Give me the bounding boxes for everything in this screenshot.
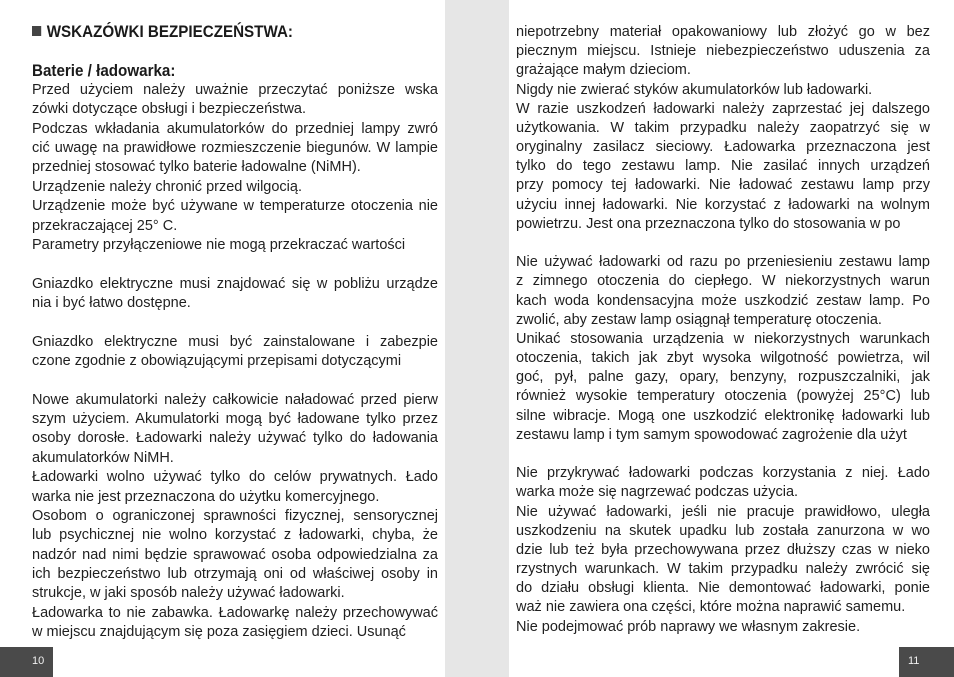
text-line xyxy=(516,445,930,464)
text-line: Nigdy nie zwierać styków akumulatorków lub ładowarki. xyxy=(516,81,873,98)
text-line: osoby dorosłe. Ładowarki należy używać tylko do ładowania xyxy=(32,430,438,447)
text-line: dzie lub też była przechowywana przez dłuższy czas w nieko xyxy=(516,541,930,558)
text-line: nadzór nad nimi będzie sprawować osoba odpowiedzialna za xyxy=(32,546,438,563)
text-line xyxy=(32,371,438,390)
text-line: przedniej stosować tylko baterie ładowalne (NiMH). xyxy=(32,159,361,176)
page-number-left: 10 xyxy=(0,647,53,677)
text-line: Unikać stosowania urządzenia w niekorzystnych warunkach xyxy=(516,330,930,347)
text-line: zwolić, aby zestaw lamp osiągnął temperaturę otoczenia. xyxy=(516,311,882,328)
text-line: przekraczającej 25° C. xyxy=(32,217,178,234)
text-line: Podczas wkładania akumulatorków do przedniej lampy zwró xyxy=(32,120,438,137)
left-page xyxy=(0,0,445,677)
text-line: warka nie jest przeznaczona do użytku komercyjnego. xyxy=(32,488,380,505)
text-line: z zimnego otoczenia do ciepłego. W niekorzystnych warun xyxy=(516,273,930,290)
text-line: akumulatorków NiMH. xyxy=(32,449,174,466)
text-line xyxy=(516,234,930,253)
text-line: Urządzenie może być używane w temperaturze otoczenia nie xyxy=(32,198,438,215)
text-line: Nie podejmować prób naprawy we własnym zakresie. xyxy=(516,618,861,635)
text-line: w miejscu znajdującym się poza zasięgiem dzieci. Usunąć xyxy=(32,624,406,641)
text-line: strukcje, w jaki sposób należy używać ładowarki. xyxy=(32,585,345,602)
text-line: uszkodzeniu na skutek upadku lub została zanurzona w wo xyxy=(516,522,930,539)
text-line: Ładowarka to nie zabawka. Ładowarkę należy przechowywać xyxy=(32,604,438,621)
text-line: lub psychicznej nie wolno korzystać z ładowarki, chyba, że xyxy=(32,527,438,544)
text-line: przy pomocy tej ładowarki. Nie ładować zestawu lamp przy xyxy=(516,177,930,194)
text-line: goć, pył, palne gazy, opary, benzyny, rozpuszczalniki, jak xyxy=(516,369,930,386)
text-line: Nie używać ładowarki, jeśli nie pracuje prawidłowo, uległa xyxy=(516,503,930,520)
text-line: warka może się nagrzewać podczas użycia. xyxy=(516,484,799,501)
text-line: kach woda kondensacyjna może uszkodzić zestaw lamp. Po xyxy=(516,292,930,309)
text-line: niepotrzebny materiał opakowaniowy lub złożyć go w bez xyxy=(516,24,930,40)
text-line: powietrzu. Jest ona przeznaczona tylko do stosowania w po xyxy=(516,215,901,232)
section-heading-text: WSKAZÓWKI BEZPIECZEŃSTWA: xyxy=(46,23,293,41)
text-line: tylko do tego zestawu lamp. Nie zasilać innych urządzeń xyxy=(516,158,930,175)
text-line: Nie przykrywać ładowarki podczas korzystania z niej. Łado xyxy=(516,465,930,482)
text-line: W razie uszkodzeń ładowarki należy zaprzestać jej dalszego xyxy=(516,100,930,117)
subheading: Baterie / ładowarka: xyxy=(32,62,176,80)
text-line: nia i być łatwo dostępne. xyxy=(32,294,191,311)
text-line: Przed użyciem należy uważnie przeczytać poniższe wska xyxy=(32,82,438,98)
text-line: Nowe akumulatorki należy całkowicie naładować przed pierw xyxy=(32,391,438,408)
text-line: cić uwagę na prawidłowe rozmieszczenie biegunów. W lampie xyxy=(32,140,438,157)
text-line: użytkowania. W takim przypadku należy zaopatrzyć się w xyxy=(516,119,930,136)
text-line: Gniazdko elektryczne musi znajdować się w pobliżu urządze xyxy=(32,275,438,292)
text-line: Parametry przyłączeniowe nie mogą przekraczać wartości xyxy=(32,236,406,253)
text-line: ich bezpieczeństwo lub otrzymają oni od właściwej osoby in xyxy=(32,566,438,582)
text-line: również wysokie temperatury otoczenia (powyżej 25°C) lub xyxy=(516,388,930,405)
text-line: piecznym miejscu. Istnieje niebezpieczeństwo uduszenia za xyxy=(516,43,930,60)
text-line: grażające małym dzieciom. xyxy=(516,62,691,79)
text-line: zestawu lamp i tym samym spowodować zagrożenie dla użyt xyxy=(516,426,907,443)
square-bullet-icon xyxy=(32,26,41,36)
text-line: Gniazdko elektryczne musi być zainstalowane i zabezpie xyxy=(32,333,438,350)
text-line: silne wibracje. Mogą one uszkodzić elektronikę ładowarki lub xyxy=(516,407,930,424)
text-line: użyciu innej ładowarki. Nie korzystać z ładowarki na wolnym xyxy=(516,196,930,213)
text-line: zówki dotyczące obsługi i bezpieczeństwa. xyxy=(32,101,307,118)
text-line: Nie używać ładowarki od razu po przeniesieniu zestawu lamp xyxy=(516,254,930,271)
text-line: Osobom o ograniczonej sprawności fizycznej, sensorycznej xyxy=(32,507,438,524)
text-line: otoczenia, takich jak zbyt wysoka wilgotność powietrza, wil xyxy=(516,350,930,367)
text-line: oryginalny zasilacz sieciowy. Ładowarka przeznaczona jest xyxy=(516,139,930,156)
text-line: szym użyciem. Akumulatorki mogą być ładowane tylko przez xyxy=(32,411,438,428)
text-line: rzystnych warunkach. W takim przypadku należy zwrócić się xyxy=(516,561,930,578)
text-line xyxy=(32,255,438,274)
text-line: Ładowarki wolno używać tylko do celów prywatnych. Łado xyxy=(32,469,438,486)
text-line: Urządzenie należy chronić przed wilgocią. xyxy=(32,178,302,195)
text-line: waż nie zawiera ona części, które można naprawić samemu. xyxy=(516,599,906,616)
section-heading xyxy=(32,23,293,42)
right-page xyxy=(509,0,954,677)
text-line xyxy=(32,313,438,332)
text-line: do działu obsługi klienta. Nie demontować ładowarki, ponie xyxy=(516,580,930,597)
page-number-right: 11 xyxy=(899,647,954,677)
text-line: czone zgodnie z obowiązującymi przepisami dotyczącymi xyxy=(32,353,402,370)
